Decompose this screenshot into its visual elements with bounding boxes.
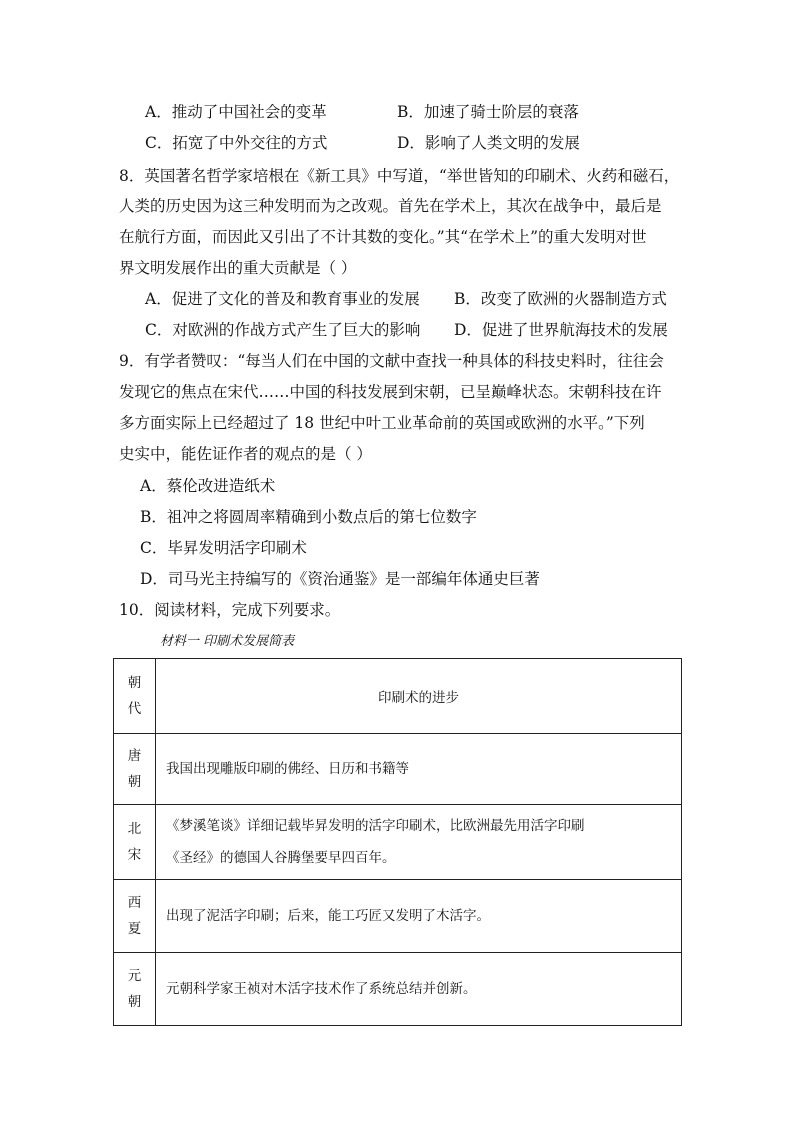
dynasty-cell [114, 734, 156, 805]
q8-option-c: C．对欧洲的作战方式产生了巨大的影响 [145, 321, 421, 339]
dynasty-char: 宋 [127, 847, 142, 863]
q7-option-b: B．加速了骑士阶层的衰落 [397, 103, 579, 121]
q8-stem-line: 人类的历史因为这三种发明而为之改观。首先在学术上，其次在战争中，最后是 [119, 197, 662, 215]
content-line: 《梦溪笔谈》详细记载毕昇发明的活字印刷术，比欧洲最先用活字印刷 [166, 818, 585, 834]
q7-option-a: A．推动了中国社会的变革 [145, 103, 327, 121]
dynasty-char: 朝 [127, 994, 142, 1010]
q8-stem-line: 在航行方面，而因此又引出了不计其数的变化。”其“在学术上”的重大发明对世 [119, 228, 647, 246]
content-line: 《圣经》的德国人谷腾堡要早四百年。 [166, 850, 396, 866]
q9-stem-line: 史实中，能佐证作者的观点的是（ ） [119, 445, 372, 463]
dynasty-cell [114, 805, 156, 880]
dynasty-header-cell [114, 659, 156, 734]
q9-option-b: B．祖冲之将圆周率精确到小数点后的第七位数字 [140, 508, 477, 526]
dynasty-cell [114, 880, 156, 953]
content-line: 元朝科学家王祯对木活字技术作了系统总结并创新。 [166, 981, 477, 997]
q9-stem-line: 多方面实际上已经超过了 18 世纪中叶工业革命前的英国或欧洲的水平。”下列 [119, 414, 645, 432]
content-line: 我国出现雕版印刷的佛经、日历和书籍等 [166, 761, 409, 777]
q9-option-d: D．司马光主持编写的《资治通鉴》是一部编年体通史巨著 [140, 570, 540, 588]
q8-option-b: B．改变了欧洲的火器制造方式 [454, 290, 667, 308]
q9-stem-line: 发现它的焦点在宋代……中国的科技发展到宋朝，已呈巅峰状态。宋朝科技在许 [119, 383, 662, 401]
dynasty-char: 北 [127, 821, 142, 837]
table-header-row [114, 659, 682, 734]
dynasty-header-char: 代 [127, 701, 142, 717]
table-row [114, 805, 682, 880]
table-row [114, 953, 682, 1026]
q8-stem-line: 界文明发展作出的重大贡献是（ ） [119, 259, 357, 277]
q8-stem-line: 8．英国著名哲学家培根在《新工具》中写道，“举世皆知的印刷术、火药和磁石， [119, 167, 680, 185]
dynasty-char: 朝 [127, 774, 142, 790]
q8-option-d: D．促进了世界航海技术的发展 [454, 321, 668, 339]
content-cell [156, 734, 682, 805]
q8-option-a: A．促进了文化的普及和教育事业的发展 [145, 290, 420, 308]
dynasty-char: 夏 [127, 921, 142, 937]
content-cell [156, 805, 682, 880]
q9-stem-line: 9．有学者赞叹：“每当人们在中国的文献中查找一种具体的科技史料时，往往会 [119, 352, 664, 370]
table-row [114, 880, 682, 953]
q7-option-c: C．拓宽了中外交往的方式 [145, 134, 328, 152]
dynasty-cell [114, 953, 156, 1026]
dynasty-char: 西 [127, 895, 142, 911]
q10-stem: 10．阅读材料，完成下列要求。 [119, 601, 341, 619]
content-header-cell: 印刷术的进步 [156, 659, 682, 734]
printing-history-table [113, 658, 682, 1026]
q9-option-a: A．蔡伦改进造纸术 [140, 477, 276, 495]
content-line: 出现了泥活字印刷；后来，能工巧匠又发明了木活字。 [166, 908, 490, 924]
table-row [114, 734, 682, 805]
q9-option-c: C．毕昇发明活字印刷术 [140, 539, 307, 557]
dynasty-char: 元 [127, 968, 142, 984]
content-cell [156, 953, 682, 1026]
table-caption: 材料一 印刷术发展简表 [160, 634, 295, 649]
content-cell [156, 880, 682, 953]
q7-option-d: D．影响了人类文明的发展 [397, 134, 580, 152]
dynasty-header-char: 朝 [127, 675, 142, 691]
dynasty-char: 唐 [127, 748, 142, 764]
